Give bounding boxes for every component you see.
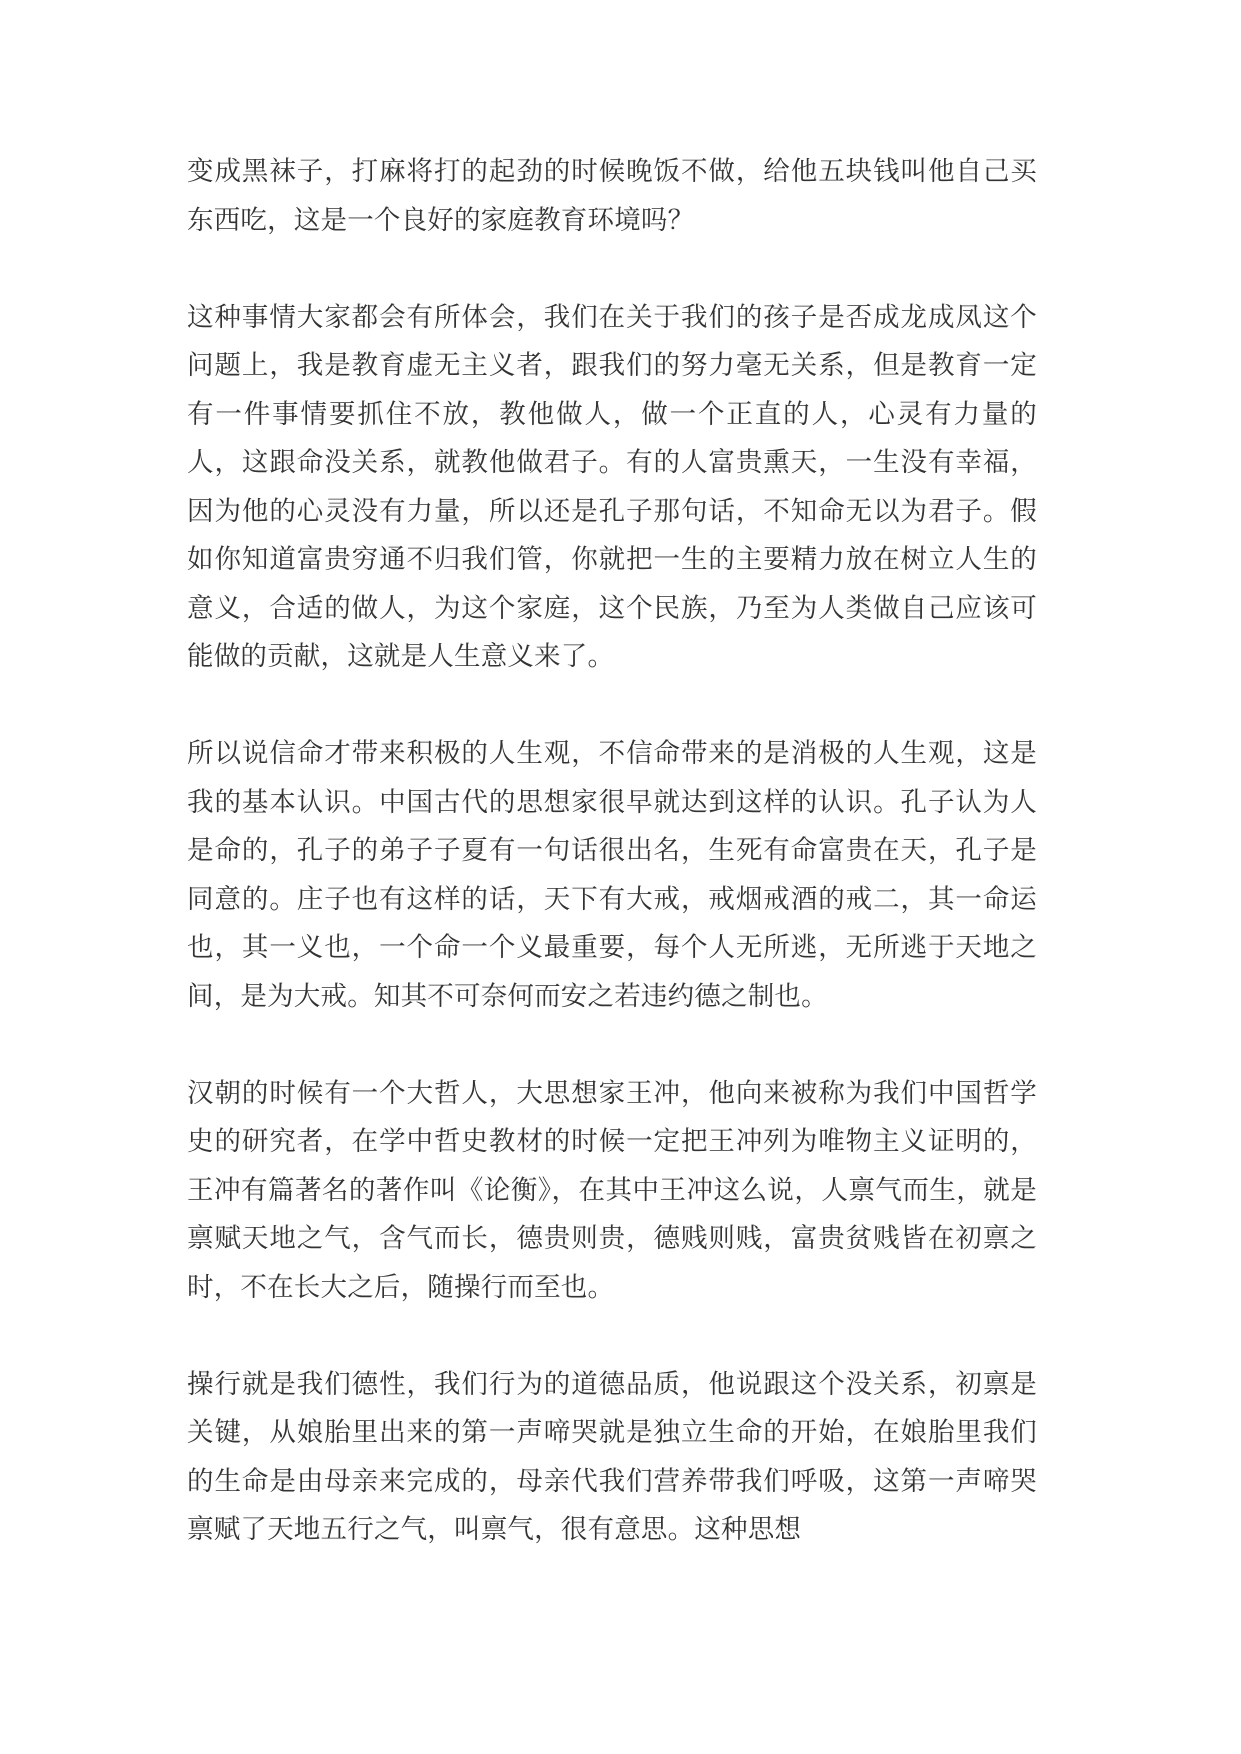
paragraph-4: 汉朝的时候有一个大哲人，大思想家王冲，他向来被称为我们中国哲学史的研究者，在学中哲史教材的时候一定把王冲列为唯物主义证明的，王冲有篇著名的著作叫《论衡》，在其中王冲这么说，人禀气而生，就是禀赋天地之气，含气而长，德贵则贵，德贱则贱，富贵贫贱皆在初禀之时，不在长大之后，随操行而至也。 bbox=[187, 1077, 1037, 1303]
paragraph-5: 操行就是我们德性，我们行为的道德品质，他说跟这个没关系，初禀是关键，从娘胎里出来的第一声啼哭就是独立生命的开始，在娘胎里我们的生命是由母亲来完成的，母亲代我们营养带我们呼吸，这第一声啼哭禀赋了天地五行之气，叫禀气，很有意思。这种思想 bbox=[187, 1368, 1037, 1545]
document-body bbox=[187, 148, 1037, 1555]
paragraph-2: 这种事情大家都会有所体会，我们在关于我们的孩子是否成龙成凤这个问题上，我是教育虚无主义者，跟我们的努力毫无关系，但是教育一定有一件事情要抓住不放，教他做人，做一个正直的人，心灵有力量的人，这跟命没关系，就教他做君子。有的人富贵熏天，一生没有幸福，因为他的心灵没有力量，所以还是孔子那句话，不知命无以为君子。假如你知道富贵穷通不归我们管，你就把一生的主要精力放在树立人生的意义，合适的做人，为这个家庭，这个民族，乃至为人类做自己应该可能做的贡献，这就是人生意义来了。 bbox=[187, 301, 1037, 672]
paragraph-1: 变成黑袜子，打麻将打的起劲的时候晚饭不做，给他五块钱叫他自己买东西吃，这是一个良好的家庭教育环境吗？ bbox=[187, 156, 1037, 236]
paragraph-3: 所以说信命才带来积极的人生观，不信命带来的是消极的人生观，这是我的基本认识。中国古代的思想家很早就达到这样的认识。孔子认为人是命的，孔子的弟子子夏有一句话很出名，生死有命富贵在天，孔子是同意的。庄子也有这样的话，天下有大戒，戒烟戒酒的戒二，其一命运也，其一义也，一个命一个义最重要，每个人无所逃，无所逃于天地之间，是为大戒。知其不可奈何而安之若违约德之制也。 bbox=[187, 738, 1037, 1012]
